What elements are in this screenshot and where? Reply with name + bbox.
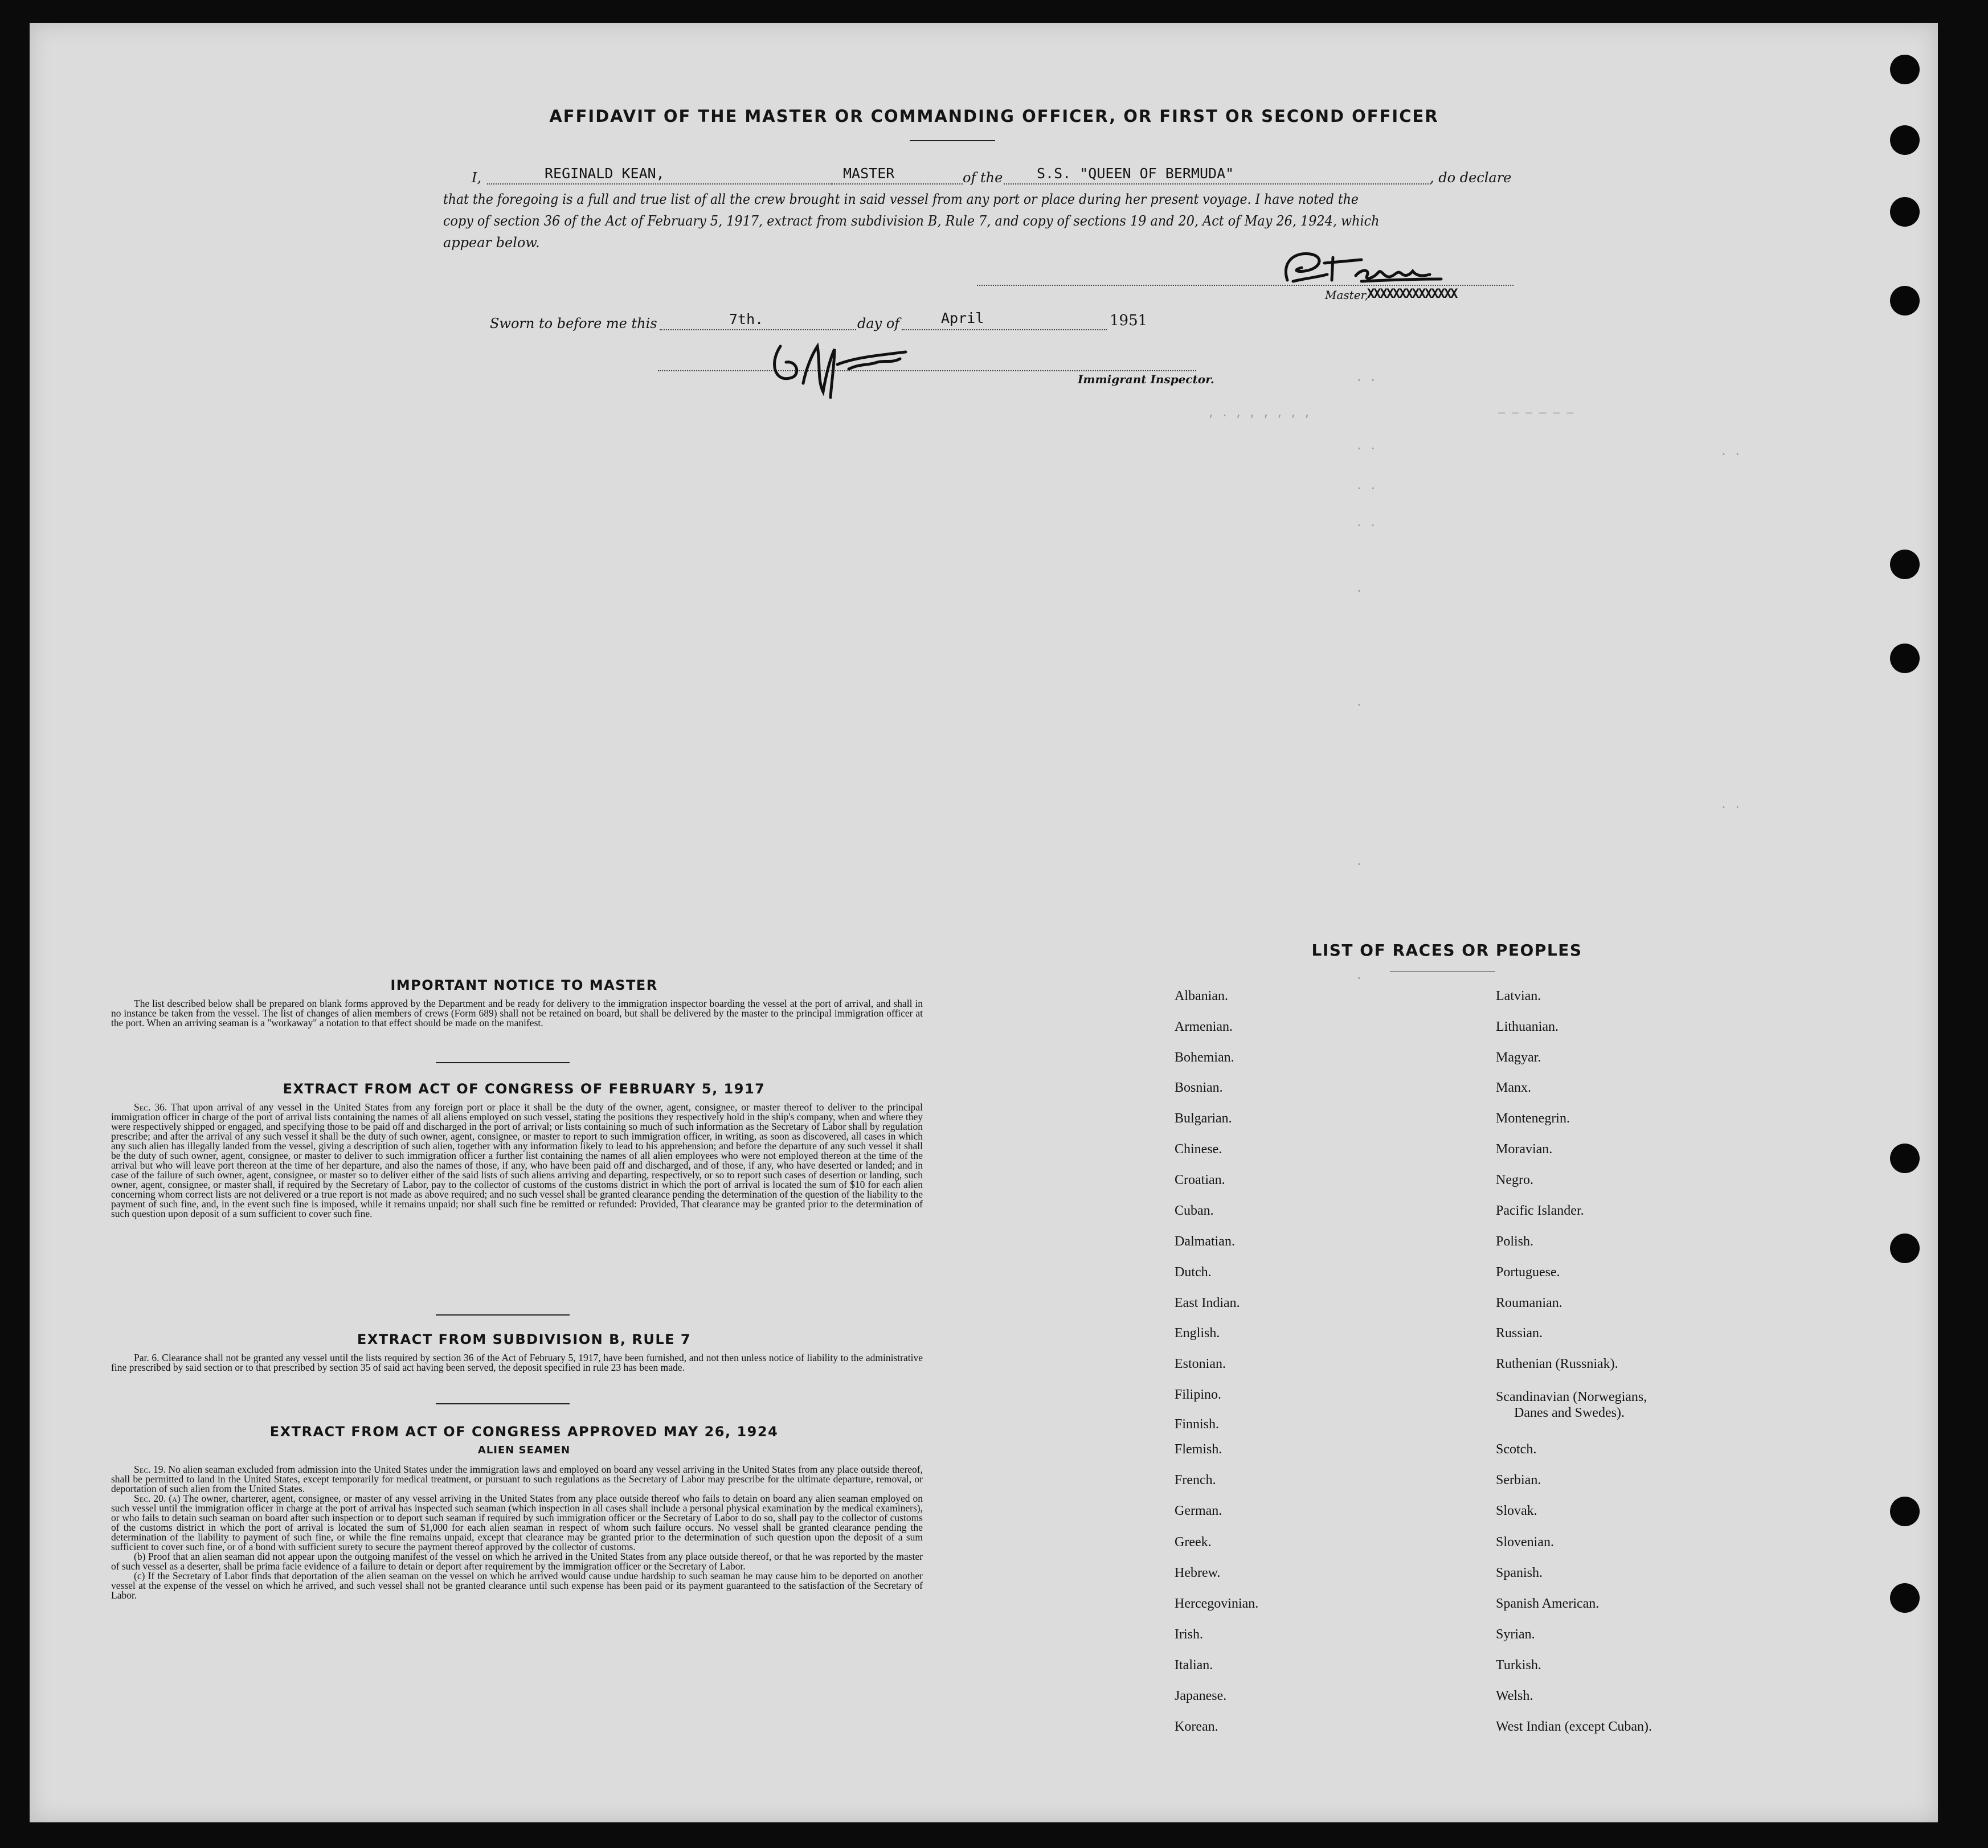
race-item: Korean.	[1175, 1719, 1218, 1734]
race-item: Cuban.	[1175, 1203, 1214, 1218]
race-item: Spanish.	[1496, 1566, 1543, 1580]
vessel-name: S.S. "QUEEN OF BERMUDA"	[1037, 165, 1234, 182]
sec-20b-body: (b) Proof that an alien seaman did not appear upon the outgoing manifest of the vessel on which he arrived in the United States from any place outside thereof, or that he was reported by the master of such vessel as a deserter, shall be prima facie evidence of a failure to detain or deport after requirement by the immigration officer or the Secretary of Labor.	[111, 1551, 923, 1572]
race-item: Slovenian.	[1496, 1535, 1554, 1550]
master-name: REGINALD KEAN,	[545, 165, 665, 182]
race-item: Welsh.	[1496, 1689, 1533, 1703]
extract-1924-text	[111, 1465, 923, 1600]
race-item: Serbian.	[1496, 1473, 1541, 1488]
race-item: West Indian (except Cuban).	[1496, 1719, 1652, 1734]
race-item: Polish.	[1496, 1234, 1534, 1249]
sec-19-label: Sec. 19.	[134, 1464, 166, 1475]
name-line	[487, 183, 832, 185]
race-item: Syrian.	[1496, 1627, 1535, 1642]
extract-1917-heading: EXTRACT FROM ACT OF CONGRESS OF FEBRUARY 5, 1917	[283, 1081, 766, 1097]
inspector-label: Immigrant Inspector.	[1078, 372, 1214, 386]
punch-hole	[1890, 550, 1920, 579]
alien-seamen-subheading: ALIEN SEAMEN	[477, 1444, 571, 1456]
race-item: Moravian.	[1496, 1142, 1553, 1157]
rank-line	[832, 183, 963, 185]
race-item: Hebrew.	[1175, 1566, 1221, 1580]
sec-20-label: Sec. 20. (a)	[134, 1493, 181, 1504]
notice-body: The list described below shall be prepared on blank forms approved by the Department and be ready for delivery to the immigration inspector boarding the vessel at the port of arrival, and shall in no instance be taken from the vessel. The list of changes of alien members of crews (Form 689) shall not be retained on board, but shall be delivered by the master to the principal immigration officer at the port. When an arriving seaman is a "workaway" a notation to that effect should be made on the manifest.	[111, 998, 923, 1029]
master-rank: MASTER	[843, 165, 895, 182]
rule7-text	[111, 1353, 923, 1372]
races-heading: LIST OF RACES OR PEOPLES	[1311, 941, 1582, 960]
race-item: Latvian.	[1496, 989, 1541, 1003]
notice-text	[111, 999, 923, 1028]
race-item: Scandinavian (Norwegians,	[1496, 1390, 1647, 1404]
divider	[436, 1314, 570, 1316]
race-item: Chinese.	[1175, 1142, 1222, 1157]
race-item: Pacific Islander.	[1496, 1203, 1584, 1218]
race-item: Danes and Swedes).	[1514, 1406, 1625, 1420]
race-item: Russian.	[1496, 1326, 1543, 1341]
race-item: Hercegovinian.	[1175, 1596, 1259, 1611]
sworn-label: Sworn to before me this	[490, 315, 657, 331]
do-declare-label: , do declare	[1430, 170, 1512, 186]
page-title: AFFIDAVIT OF THE MASTER OR COMMANDING OFFICER, OR FIRST OR SECOND OFFICER	[549, 106, 1439, 126]
rule7-body: Par. 6. Clearance shall not be granted any vessel until the lists required by section 36 of the Act of February 5, 1917, have been furnished, and not then unless notice of liability to the administrative fine prescribed by said section or to that prescribed by section 35 of said act having been served, the deposit specified in rule 23 has been made.	[111, 1352, 923, 1373]
sworn-day: 7th.	[729, 311, 764, 327]
race-item: Portuguese.	[1496, 1265, 1560, 1280]
sworn-month: April	[941, 310, 984, 326]
race-item: Negro.	[1496, 1173, 1533, 1187]
sec-36-label: Sec. 36.	[134, 1101, 167, 1113]
divider	[436, 1062, 570, 1063]
race-item: Finnish.	[1175, 1417, 1220, 1432]
declaration-i-label: I,	[472, 170, 482, 186]
race-item: Magyar.	[1496, 1050, 1541, 1065]
race-item: Albanian.	[1175, 989, 1228, 1003]
punch-hole	[1890, 1583, 1920, 1613]
master-label: Master,	[1325, 288, 1369, 302]
divider	[436, 1403, 570, 1404]
race-item: Italian.	[1175, 1658, 1213, 1673]
declaration-line-3: copy of section 36 of the Act of February 5, 1917, extract from subdivision B, Rule 7, and copy of sections 19 and 20, Act of May 26, 1924, which	[443, 213, 1380, 229]
race-item: Greek.	[1175, 1535, 1212, 1550]
punch-hole	[1890, 644, 1920, 673]
race-item: East Indian.	[1175, 1296, 1240, 1310]
rule7-heading: EXTRACT FROM SUBDIVISION B, RULE 7	[357, 1331, 692, 1347]
race-item: Dalmatian.	[1175, 1234, 1235, 1249]
race-item: Croatian.	[1175, 1173, 1225, 1187]
race-item: Bosnian.	[1175, 1080, 1223, 1095]
race-item: Montenegrin.	[1496, 1111, 1570, 1126]
notice-heading: IMPORTANT NOTICE TO MASTER	[390, 977, 658, 993]
struck-officer-title: XXXXXXXXXXXXXX	[1367, 287, 1457, 301]
extract-1924-heading: EXTRACT FROM ACT OF CONGRESS APPROVED MAY 26, 1924	[269, 1424, 779, 1440]
of-the-label: of the	[963, 170, 1003, 186]
sec-36-body: That upon arrival of any vessel in the United States from any foreign port or place it shall be the duty of the owner, agent, consignee, or master thereof to deliver to the principal immigration officer in charge of the port of arrival lists containing the names of all aliens employed on such vessel, stating the positions they respectively hold in the ship's company, when and where they were respectively shipped or engaged, and specifying those to be paid off and discharged in the port of arrival; or lists containing so much of such information as the Secretary of Labor shall by regulation prescribe; and after the arrival of any such vessel it shall be the duty of such owner, agent, consignee, or master to report to such immigration officer, in writing, as soon as discovered, all cases in which any such alien has illegally landed from the vessel, giving a description of such alien, together with any information likely to lead to his apprehension; and before the departure of any such vessel it shall be the duty of such owner, agent, consignee, or master to deliver to such immigration officer a further list containing the names of all alien employees who were not employed thereon at the time of the arrival but who will leave port thereon at the time of her departure, and also the names of those, if any, who have been paid off and discharged, and of those, if any, who have deserted or landed; and in case of the failure of such owner, agent, consignee, or master so to deliver either of the said lists of such aliens arriving and departing, respectively, or so to report such cases of desertion or landing, such owner, agent, consignee, or master shall, if required by the Secretary of Labor, pay to the collector of customs of the customs district in which the port of arrival is located the sum of $10 for each alien concerning whom correct lists are not delivered or a true report is not made as above required; and no such vessel shall be granted clearance pending the determination of the question of the liability to the payment of such fine, and, in the event such fine is imposed, while it remains unpaid; nor shall such fine be remitted or refunded: Provided, That clearance may be granted prior to the determination of such question upon deposit of a sum sufficient to cover such fine.	[111, 1101, 923, 1219]
sec-20a-body: The owner, charterer, agent, consignee, or master of any vessel arriving in the United States from any place outside thereof who fails to detain on board any alien seaman employed on such vessel until the immigration officer in charge at the port of arrival has inspected such seaman (which inspection in all cases shall include a personal physical examination by the medical examiners), or who fails to detain such seaman on board after such inspection or to deport such seaman if required by such immigration officer or the Secretary of Labor to do so, shall pay to the collector of customs of the customs district in which the port of arrival is located the sum of $1,000 for each alien seaman in respect of whom such failure occurs. No vessel shall be granted clearance pending the determination of the liability to payment of such fine, or while the fine remains unpaid, except that clearance may be granted prior to the determination of such question upon the deposit of a sum sufficient to cover such fine, or of a bond with sufficient surety to secure the payment thereof approved by the collector of customs.	[111, 1493, 923, 1552]
race-item: Armenian.	[1175, 1019, 1233, 1034]
race-item: Slovak.	[1496, 1503, 1537, 1518]
race-item: Turkish.	[1496, 1658, 1541, 1673]
inspector-signature	[763, 329, 934, 403]
title-underline	[910, 140, 995, 141]
punch-hole	[1890, 55, 1920, 84]
race-item: Filipino.	[1175, 1387, 1222, 1402]
race-item: Bohemian.	[1175, 1050, 1234, 1065]
race-item: Dutch.	[1175, 1265, 1212, 1280]
punch-hole	[1890, 1144, 1920, 1173]
race-item: Lithuanian.	[1496, 1019, 1559, 1034]
master-signature	[1270, 246, 1453, 292]
race-item: Ruthenian (Russniak).	[1496, 1357, 1618, 1371]
punch-hole	[1890, 286, 1920, 315]
sec-20c-body: (c) If the Secretary of Labor finds that deportation of the alien seaman on the vessel on which he arrived would cause undue hardship to such seaman he may cause him to be deported on another vessel at the expense of the vessel on which he arrived, and such vessel shall not be granted clearance until such expense has been paid or its payment guaranteed to the satisfaction of the Secretary of Labor.	[111, 1570, 923, 1601]
race-item: Japanese.	[1175, 1689, 1227, 1703]
race-item: German.	[1175, 1503, 1222, 1518]
extract-1917-text	[111, 1103, 923, 1219]
sec-19-body: No alien seaman excluded from admission into the United States under the immigration laws and employed on board any vessel arriving in the United States from any place outside thereof, shall be permitted to land in the United States, except temporarily for medical treatment, or pursuant to such regulations as the Secretary of Labor may prescribe for the ultimate departure, removal, or deportation of such alien from the United States.	[111, 1464, 923, 1494]
race-item: Estonian.	[1175, 1357, 1226, 1371]
declaration-line-4: appear below.	[443, 235, 540, 251]
day-of-label: day of	[857, 315, 900, 331]
race-item: French.	[1175, 1473, 1216, 1488]
race-item: Scotch.	[1496, 1442, 1537, 1457]
race-item: Bulgarian.	[1175, 1111, 1232, 1126]
punch-hole	[1890, 1497, 1920, 1526]
race-item: English.	[1175, 1326, 1220, 1341]
race-item: Spanish American.	[1496, 1596, 1600, 1611]
race-item: Irish.	[1175, 1627, 1203, 1642]
punch-hole	[1890, 125, 1920, 155]
sworn-year: 1951	[1110, 312, 1148, 329]
declaration-line-2: that the foregoing is a full and true list of all the crew brought in said vessel from any port or place during her present voyage. I have noted the	[443, 191, 1359, 207]
race-item: Roumanian.	[1496, 1296, 1562, 1310]
race-item: Manx.	[1496, 1080, 1531, 1095]
punch-hole	[1890, 1234, 1920, 1263]
vessel-line	[1004, 183, 1431, 185]
race-item: Flemish.	[1175, 1442, 1222, 1457]
